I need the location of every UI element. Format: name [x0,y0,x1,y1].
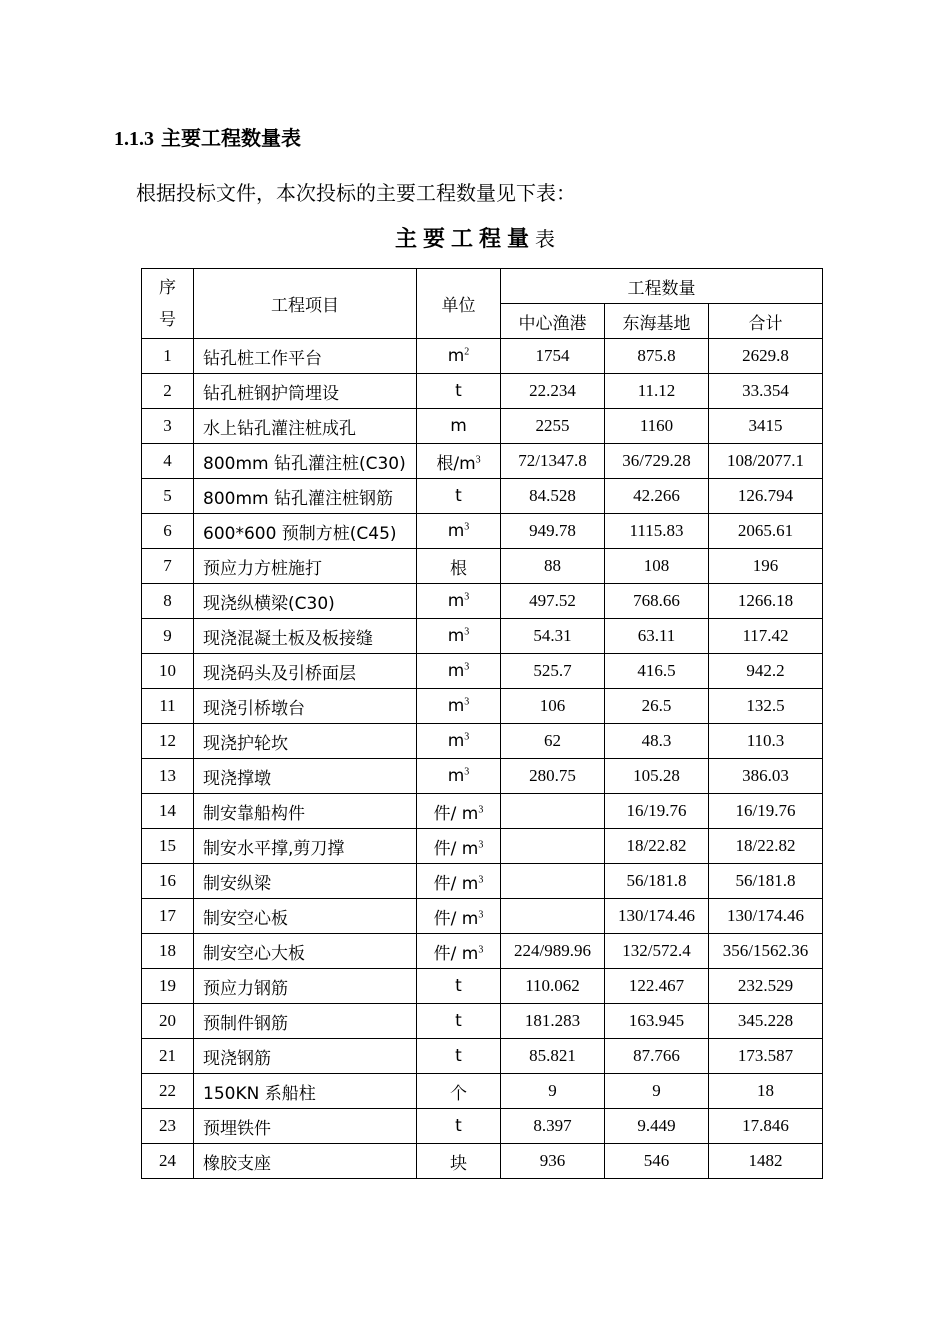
row-unit [417,899,501,934]
table-row [142,654,823,689]
table-row [142,689,823,724]
row-number: 9 [142,619,194,654]
row-item: 制安空心板 [194,899,417,934]
row-qty-total: 232.529 [709,969,823,1004]
unit-exponent: 3 [464,696,470,708]
row-qty-a: 181.283 [501,1004,605,1039]
row-qty-a: 949.78 [501,514,605,549]
row-qty-a [501,829,605,864]
row-unit [417,759,501,794]
row-item: 现浇撑墩 [194,759,417,794]
row-item: 预制件钢筋 [194,1004,417,1039]
header-seq-line1: 序 [159,277,176,298]
table-row [142,899,823,934]
row-qty-b: 132/572.4 [605,934,709,969]
table-title-tail: 表 [535,227,555,251]
header-row-1 [142,269,823,304]
row-item: 现浇钢筋 [194,1039,417,1074]
row-qty-b: 11.12 [605,374,709,409]
row-qty-b: 1160 [605,409,709,444]
row-qty-a: 525.7 [501,654,605,689]
row-item: 现浇护轮坎 [194,724,417,759]
row-unit [417,374,501,409]
row-unit [417,689,501,724]
row-unit [417,444,501,479]
header-unit: 单位 [417,269,501,339]
row-qty-b: 122.467 [605,969,709,1004]
row-qty-b: 42.266 [605,479,709,514]
row-qty-b: 9.449 [605,1109,709,1144]
row-qty-total: 345.228 [709,1004,823,1039]
table-row [142,409,823,444]
unit-text: m [450,416,467,436]
table-row [142,339,823,374]
row-qty-b: 108 [605,549,709,584]
row-item: 800mm 钻孔灌注桩钢筋 [194,479,417,514]
unit-text: 根 [450,558,467,579]
row-qty-a: 72/1347.8 [501,444,605,479]
row-qty-a: 280.75 [501,759,605,794]
row-number: 13 [142,759,194,794]
row-unit [417,794,501,829]
row-unit [417,619,501,654]
row-number: 24 [142,1144,194,1179]
header-col-b: 东海基地 [605,304,709,339]
row-qty-a [501,899,605,934]
table-row [142,584,823,619]
table-row [142,479,823,514]
row-qty-total: 173.587 [709,1039,823,1074]
table-row [142,619,823,654]
row-number: 8 [142,584,194,619]
unit-text: m [447,626,465,646]
section-title: 主要工程数量表 [160,126,301,150]
unit-text: 件/ m [433,943,479,964]
table-row [142,969,823,1004]
unit-text: m [447,696,465,716]
row-qty-b: 63.11 [605,619,709,654]
row-qty-total: 132.5 [709,689,823,724]
unit-text: 件/ m [433,908,479,929]
unit-text: m [447,346,465,366]
unit-text: 件/ m [433,873,479,894]
unit-exponent: 3 [464,626,470,638]
row-number: 20 [142,1004,194,1039]
row-qty-a: 84.528 [501,479,605,514]
row-number: 6 [142,514,194,549]
row-item: 钻孔桩工作平台 [194,339,417,374]
row-item: 600*600 预制方桩(C45) [194,514,417,549]
row-number: 18 [142,934,194,969]
table-row [142,549,823,584]
unit-text: t [455,381,462,401]
row-qty-total: 356/1562.36 [709,934,823,969]
row-qty-total: 33.354 [709,374,823,409]
row-qty-a: 2255 [501,409,605,444]
section-heading [114,122,301,151]
table-row [142,1004,823,1039]
unit-text: 个 [450,1083,467,1104]
row-unit [417,829,501,864]
row-item: 预应力方桩施打 [194,549,417,584]
row-number: 14 [142,794,194,829]
unit-exponent: 3 [464,731,470,743]
header-seq [142,269,194,339]
row-qty-total: 196 [709,549,823,584]
table-row [142,1039,823,1074]
row-unit [417,514,501,549]
row-qty-b: 105.28 [605,759,709,794]
header-col-a: 中心渔港 [501,304,605,339]
table-row [142,934,823,969]
row-item: 800mm 钻孔灌注桩(C30) [194,444,417,479]
row-unit [417,1074,501,1109]
row-item: 现浇纵横梁(C30) [194,584,417,619]
row-qty-total: 386.03 [709,759,823,794]
unit-exponent: 3 [464,661,470,673]
row-item: 预应力钢筋 [194,969,417,1004]
row-number: 21 [142,1039,194,1074]
unit-exponent: 3 [478,943,484,955]
section-number: 1.1.3 [114,128,154,150]
row-qty-total: 110.3 [709,724,823,759]
unit-exponent: 3 [478,873,484,885]
row-unit [417,549,501,584]
row-qty-b: 56/181.8 [605,864,709,899]
header-seq-line2: 号 [159,309,176,330]
quantity-table [141,268,823,1179]
intro-paragraph: 根据投标文件，本次投标的主要工程数量见下表： [136,181,576,205]
row-item: 水上钻孔灌注桩成孔 [194,409,417,444]
row-unit [417,724,501,759]
unit-text: t [455,1011,462,1031]
unit-text: t [455,1046,462,1066]
row-qty-b: 48.3 [605,724,709,759]
unit-exponent: 3 [478,908,484,920]
row-item: 制安纵梁 [194,864,417,899]
unit-exponent: 3 [464,591,470,603]
row-qty-a: 62 [501,724,605,759]
unit-exponent: 3 [475,453,481,465]
unit-exponent: 3 [464,521,470,533]
row-number: 10 [142,654,194,689]
row-item: 150KN 系船柱 [194,1074,417,1109]
row-qty-total: 3415 [709,409,823,444]
table-row [142,759,823,794]
row-unit [417,1109,501,1144]
row-qty-a: 110.062 [501,969,605,1004]
table-row [142,794,823,829]
row-number: 7 [142,549,194,584]
row-number: 1 [142,339,194,374]
unit-text: 根/m [436,453,476,474]
table-title [0,222,950,253]
row-unit [417,969,501,1004]
table-body [142,339,823,1179]
table-row [142,829,823,864]
row-item: 制安靠船构件 [194,794,417,829]
row-qty-a: 88 [501,549,605,584]
row-qty-b: 9 [605,1074,709,1109]
row-qty-total: 16/19.76 [709,794,823,829]
table-row [142,864,823,899]
row-item: 现浇引桥墩台 [194,689,417,724]
row-number: 2 [142,374,194,409]
table-row [142,444,823,479]
unit-text: m [447,731,465,751]
row-qty-total: 130/174.46 [709,899,823,934]
unit-text: 件/ m [433,803,479,824]
row-qty-total: 1482 [709,1144,823,1179]
row-item: 钻孔桩钢护筒埋设 [194,374,417,409]
row-unit [417,409,501,444]
unit-text: t [455,976,462,996]
row-qty-b: 36/729.28 [605,444,709,479]
table-row [142,374,823,409]
row-item: 制安空心大板 [194,934,417,969]
row-unit [417,654,501,689]
row-qty-b: 163.945 [605,1004,709,1039]
unit-exponent: 3 [478,838,484,850]
row-qty-total: 17.846 [709,1109,823,1144]
row-qty-a: 1754 [501,339,605,374]
unit-exponent: 3 [464,766,470,778]
header-quantity: 工程数量 [501,269,823,304]
row-qty-a: 106 [501,689,605,724]
unit-text: m [447,766,465,786]
row-qty-total: 2629.8 [709,339,823,374]
unit-text: m [447,591,465,611]
row-qty-b: 875.8 [605,339,709,374]
row-number: 23 [142,1109,194,1144]
row-unit [417,1039,501,1074]
row-qty-total: 942.2 [709,654,823,689]
row-qty-a: 85.821 [501,1039,605,1074]
row-unit [417,1004,501,1039]
row-qty-total: 126.794 [709,479,823,514]
row-qty-a: 497.52 [501,584,605,619]
row-qty-total: 56/181.8 [709,864,823,899]
unit-text: t [455,486,462,506]
row-qty-a: 224/989.96 [501,934,605,969]
row-number: 17 [142,899,194,934]
row-unit [417,339,501,374]
row-qty-b: 416.5 [605,654,709,689]
unit-text: m [447,521,465,541]
unit-exponent: 2 [464,346,470,358]
row-item: 制安水平撑,剪刀撑 [194,829,417,864]
row-qty-b: 16/19.76 [605,794,709,829]
row-number: 16 [142,864,194,899]
row-unit [417,584,501,619]
table-row [142,514,823,549]
unit-text: 件/ m [433,838,479,859]
row-item: 橡胶支座 [194,1144,417,1179]
row-number: 5 [142,479,194,514]
table-row [142,1144,823,1179]
row-item: 预埋铁件 [194,1109,417,1144]
row-number: 11 [142,689,194,724]
row-unit [417,934,501,969]
row-item: 现浇码头及引桥面层 [194,654,417,689]
unit-text: 块 [450,1153,467,1174]
row-number: 15 [142,829,194,864]
row-qty-a [501,794,605,829]
row-qty-b: 768.66 [605,584,709,619]
row-qty-total: 1266.18 [709,584,823,619]
row-item: 现浇混凝土板及板接缝 [194,619,417,654]
row-qty-total: 2065.61 [709,514,823,549]
unit-text: t [455,1116,462,1136]
row-unit [417,864,501,899]
row-number: 22 [142,1074,194,1109]
row-qty-a [501,864,605,899]
row-qty-b: 1115.83 [605,514,709,549]
row-qty-a: 8.397 [501,1109,605,1144]
header-col-total: 合计 [709,304,823,339]
row-number: 12 [142,724,194,759]
header-item: 工程项目 [194,269,417,339]
row-qty-a: 22.234 [501,374,605,409]
row-qty-total: 117.42 [709,619,823,654]
row-number: 19 [142,969,194,1004]
table-row [142,1109,823,1144]
row-number: 4 [142,444,194,479]
row-qty-b: 26.5 [605,689,709,724]
row-qty-b: 130/174.46 [605,899,709,934]
table-row [142,724,823,759]
unit-text: m [447,661,465,681]
row-qty-a: 9 [501,1074,605,1109]
table-title-main: 主要工程量 [394,227,535,252]
row-qty-b: 546 [605,1144,709,1179]
unit-exponent: 3 [478,803,484,815]
row-qty-a: 54.31 [501,619,605,654]
row-qty-total: 18 [709,1074,823,1109]
row-qty-total: 18/22.82 [709,829,823,864]
row-qty-b: 18/22.82 [605,829,709,864]
row-unit [417,1144,501,1179]
row-qty-a: 936 [501,1144,605,1179]
row-qty-total: 108/2077.1 [709,444,823,479]
row-qty-b: 87.766 [605,1039,709,1074]
row-number: 3 [142,409,194,444]
table-row [142,1074,823,1109]
row-unit [417,479,501,514]
